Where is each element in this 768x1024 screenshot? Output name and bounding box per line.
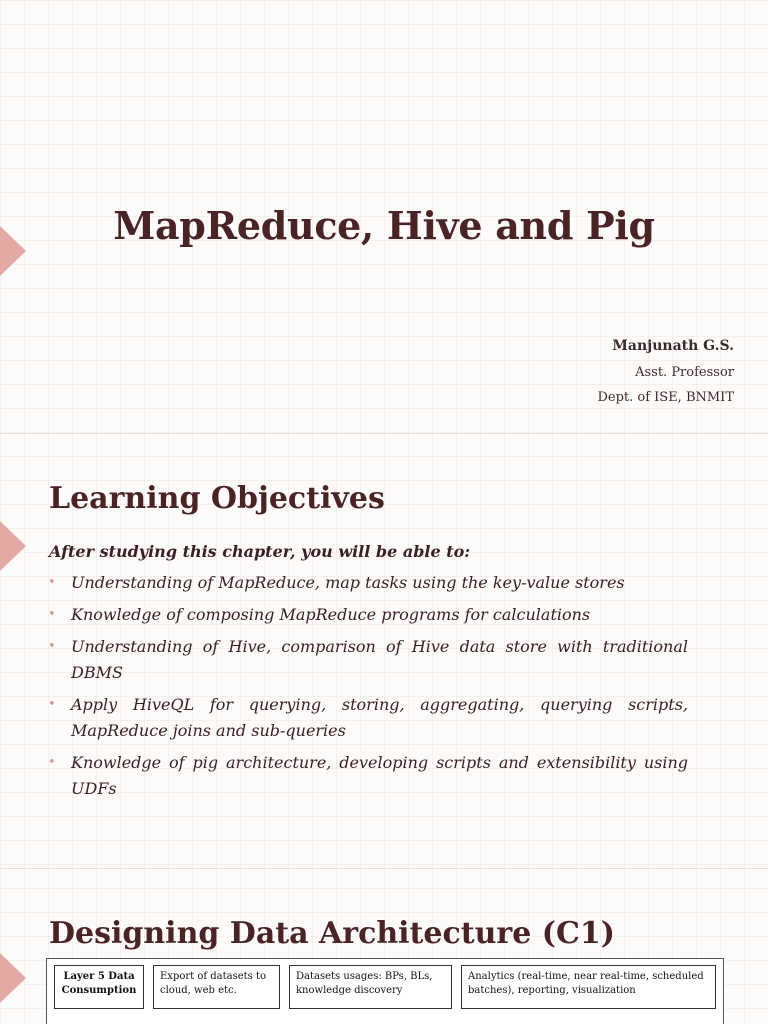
bullet-icon: • xyxy=(48,639,56,654)
architecture-cell: Export of datasets to cloud, web etc. xyxy=(153,965,280,1009)
list-item: • Understanding of Hive, comparison of Hive data store with traditional DBMS xyxy=(46,634,688,686)
list-item: • Understanding of MapReduce, map tasks using the key-value stores xyxy=(46,570,688,596)
slide-heading: Learning Objectives xyxy=(49,481,385,516)
bullet-icon: • xyxy=(48,697,56,712)
bullet-icon: • xyxy=(48,755,56,770)
list-item: • Knowledge of composing MapReduce programs for calculations xyxy=(46,602,688,628)
architecture-cell: Datasets usages: BPs, BLs, knowledge discovery xyxy=(289,965,452,1009)
slide-heading: Designing Data Architecture (C1) xyxy=(49,916,615,951)
author-department: Dept. of ISE, BNMIT xyxy=(597,390,734,405)
slide-marker-arrow xyxy=(0,953,26,1003)
layer-label: Layer 5 Data Consumption xyxy=(54,965,144,1009)
objectives-intro: After studying this chapter, you will be able to: xyxy=(49,542,471,561)
architecture-cell: Analytics (real-time, near real-time, scheduled batches), reporting, visualization xyxy=(461,965,716,1009)
architecture-diagram xyxy=(46,958,724,1024)
list-item: • Apply HiveQL for querying, storing, aggregating, querying scripts, MapReduce joins and sub-queries xyxy=(46,692,688,744)
bullet-icon: • xyxy=(48,607,56,622)
list-item: • Knowledge of pig architecture, developing scripts and extensibility using UDFs xyxy=(46,750,688,802)
author-name: Manjunath G.S. xyxy=(612,338,734,354)
author-role: Asst. Professor xyxy=(635,365,734,380)
presentation-title: MapReduce, Hive and Pig xyxy=(113,203,655,248)
bullet-icon: • xyxy=(48,575,56,590)
